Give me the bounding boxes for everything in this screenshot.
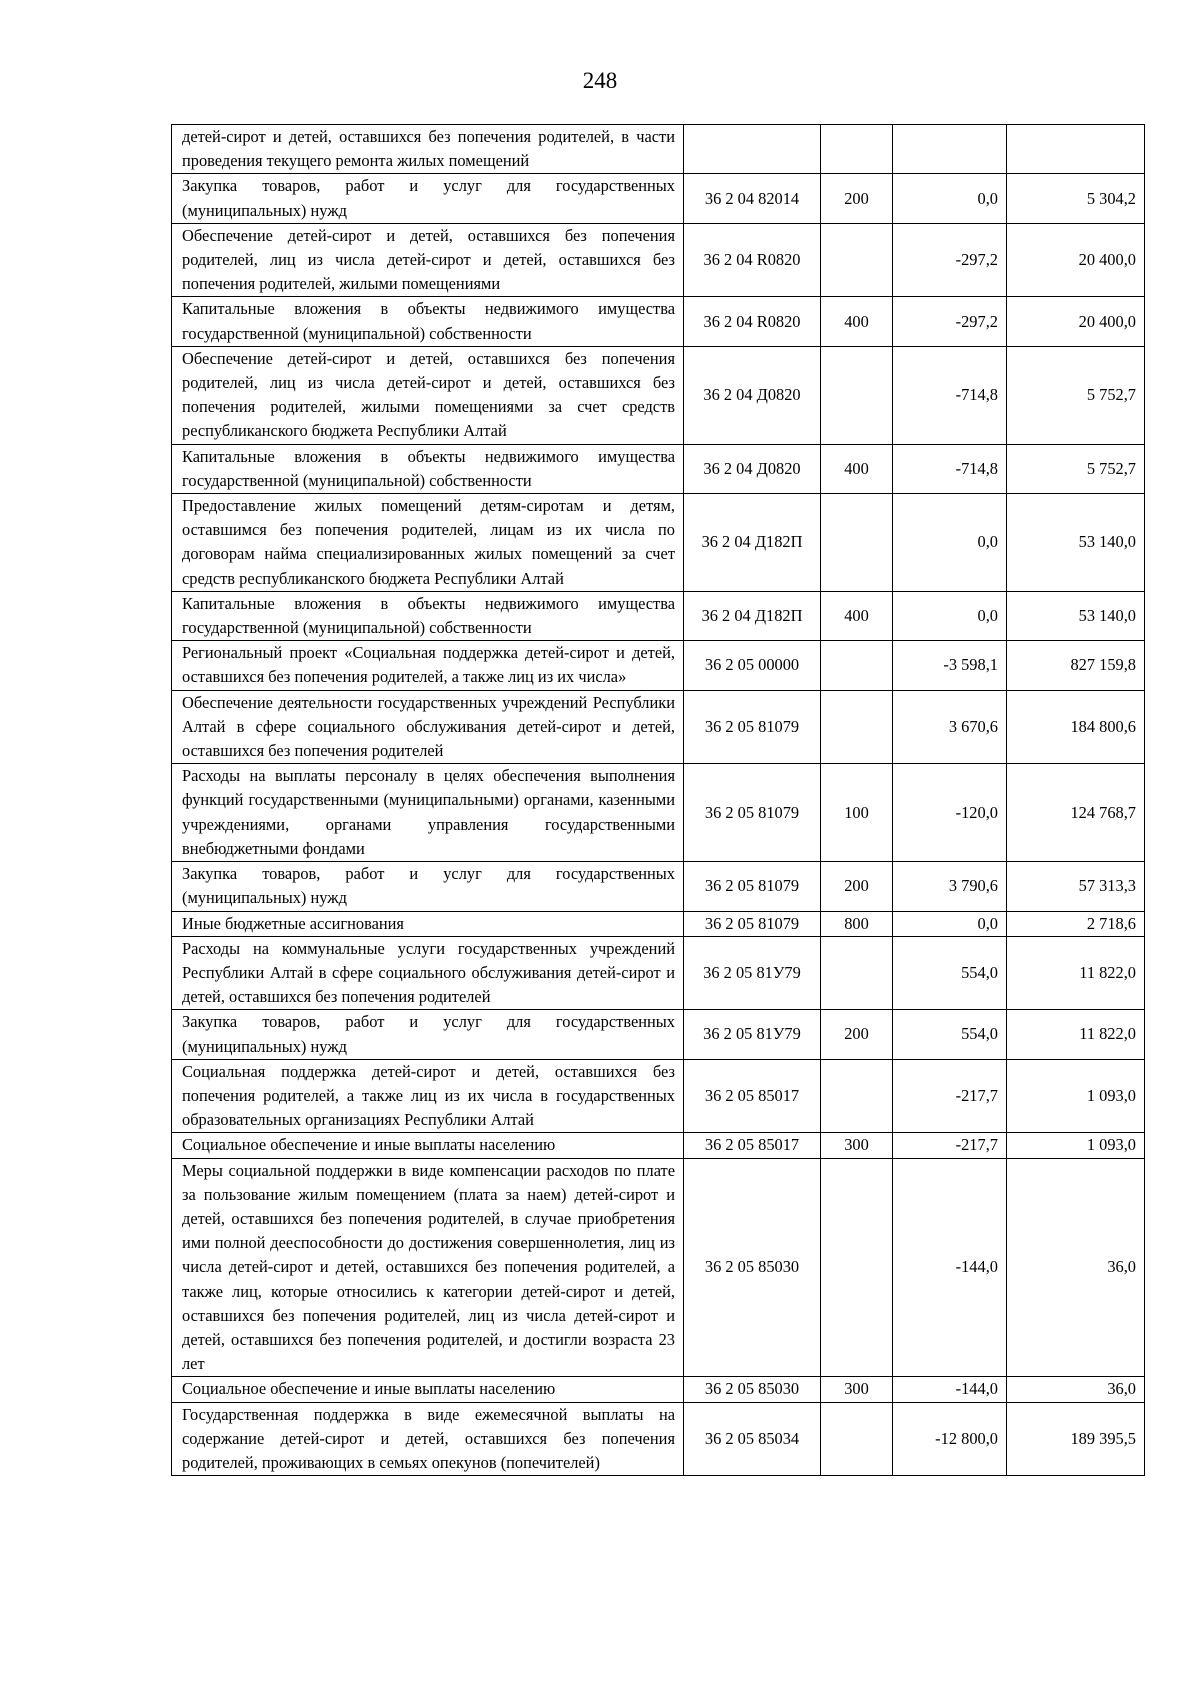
row-total-cell: 5 304,2	[1007, 174, 1145, 223]
row-total-cell: 20 400,0	[1007, 223, 1145, 297]
row-vr-cell: 300	[821, 1377, 893, 1402]
row-total-cell: 11 822,0	[1007, 936, 1145, 1010]
table-row	[172, 297, 1145, 346]
row-change-cell	[893, 125, 1007, 174]
table-row	[172, 346, 1145, 444]
row-total-cell: 189 395,5	[1007, 1402, 1145, 1476]
row-csr-cell: 36 2 05 85034	[684, 1402, 821, 1476]
row-total-cell: 827 159,8	[1007, 641, 1145, 690]
row-name-cell: Обеспечение детей-сирот и детей, оставшихся без попечения родителей, лиц из числа детей-сирот и детей, оставшихся без попечения родителей, жилыми помещениями за счет средств республиканского бюджета Республики Алтай	[172, 346, 684, 444]
table-row	[172, 1010, 1145, 1059]
row-change-cell: -3 598,1	[893, 641, 1007, 690]
row-name-cell: Социальное обеспечение и иные выплаты населению	[172, 1377, 684, 1402]
row-vr-cell: 200	[821, 1010, 893, 1059]
row-csr-cell: 36 2 04 82014	[684, 174, 821, 223]
row-total-cell: 36,0	[1007, 1158, 1145, 1377]
row-vr-cell: 200	[821, 862, 893, 911]
row-change-cell: -144,0	[893, 1377, 1007, 1402]
row-csr-cell: 36 2 05 85030	[684, 1158, 821, 1377]
row-total-cell: 20 400,0	[1007, 297, 1145, 346]
row-csr-cell: 36 2 05 81079	[684, 690, 821, 764]
row-name-cell: Закупка товаров, работ и услуг для государственных (муниципальных) нужд	[172, 1010, 684, 1059]
row-total-cell: 57 313,3	[1007, 862, 1145, 911]
row-name-cell: Капитальные вложения в объекты недвижимого имущества государственной (муниципальной) собственности	[172, 444, 684, 493]
row-change-cell: 0,0	[893, 911, 1007, 936]
row-change-cell: 554,0	[893, 1010, 1007, 1059]
row-vr-cell: 300	[821, 1133, 893, 1158]
table-row	[172, 1158, 1145, 1377]
table-row	[172, 641, 1145, 690]
table-row	[172, 862, 1145, 911]
row-csr-cell: 36 2 04 Д0820	[684, 444, 821, 493]
row-total-cell: 184 800,6	[1007, 690, 1145, 764]
row-total-cell: 53 140,0	[1007, 591, 1145, 640]
row-change-cell: -12 800,0	[893, 1402, 1007, 1476]
row-name-cell: Социальное обеспечение и иные выплаты населению	[172, 1133, 684, 1158]
table-row	[172, 223, 1145, 297]
row-change-cell: -297,2	[893, 297, 1007, 346]
row-vr-cell	[821, 223, 893, 297]
row-vr-cell: 400	[821, 591, 893, 640]
row-csr-cell: 36 2 04 Д0820	[684, 346, 821, 444]
row-csr-cell: 36 2 05 85017	[684, 1133, 821, 1158]
row-vr-cell: 400	[821, 297, 893, 346]
row-vr-cell: 800	[821, 911, 893, 936]
table-row	[172, 1377, 1145, 1402]
row-change-cell: 3 670,6	[893, 690, 1007, 764]
row-change-cell: 0,0	[893, 494, 1007, 592]
row-change-cell: 0,0	[893, 591, 1007, 640]
table-row	[172, 591, 1145, 640]
row-total-cell: 1 093,0	[1007, 1059, 1145, 1133]
row-vr-cell	[821, 494, 893, 592]
row-csr-cell: 36 2 05 85017	[684, 1059, 821, 1133]
row-total-cell: 5 752,7	[1007, 346, 1145, 444]
table-row	[172, 494, 1145, 592]
table-row	[172, 1402, 1145, 1476]
row-vr-cell	[821, 936, 893, 1010]
budget-table-body	[172, 125, 1145, 1476]
row-name-cell: Меры социальной поддержки в виде компенсации расходов по плате за пользование жилым помещением (плата за наем) детей-сирот и детей, оставшихся без попечения родителей, в случае приобретения ими полной дееспособности до достижения совершеннолетия, лиц из числа детей-сирот и детей, оставшихся без попечения родителей, а также лиц, которые относились к категории детей-сирот и детей, оставшихся без попечения родителей, лиц из числа детей-сирот и детей, оставшихся без попечения родителей, и достигли возраста 23 лет	[172, 1158, 684, 1377]
row-total-cell: 124 768,7	[1007, 764, 1145, 862]
row-vr-cell	[821, 1158, 893, 1377]
row-name-cell: Государственная поддержка в виде ежемесячной выплаты на содержание детей-сирот и детей, оставшихся без попечения родителей, проживающих в семьях опекунов (попечителей)	[172, 1402, 684, 1476]
table-row	[172, 444, 1145, 493]
table-row	[172, 1059, 1145, 1133]
row-name-cell: Иные бюджетные ассигнования	[172, 911, 684, 936]
row-total-cell: 2 718,6	[1007, 911, 1145, 936]
row-change-cell: -714,8	[893, 444, 1007, 493]
row-csr-cell: 36 2 05 85030	[684, 1377, 821, 1402]
row-name-cell: Обеспечение деятельности государственных учреждений Республики Алтай в сфере социального обслуживания детей-сирот и детей, оставшихся без попечения родителей	[172, 690, 684, 764]
row-vr-cell	[821, 690, 893, 764]
row-vr-cell: 100	[821, 764, 893, 862]
table-row	[172, 1133, 1145, 1158]
row-name-cell: Расходы на выплаты персоналу в целях обеспечения выполнения функций государственными (муниципальными) органами, казенными учреждениями, органами управления государственными внебюджетными фондами	[172, 764, 684, 862]
row-total-cell: 36,0	[1007, 1377, 1145, 1402]
row-name-cell: Капитальные вложения в объекты недвижимого имущества государственной (муниципальной) собственности	[172, 297, 684, 346]
row-name-cell: Расходы на коммунальные услуги государственных учреждений Республики Алтай в сфере социального обслуживания детей-сирот и детей, оставшихся без попечения родителей	[172, 936, 684, 1010]
row-csr-cell: 36 2 04 Д182П	[684, 591, 821, 640]
row-change-cell: -120,0	[893, 764, 1007, 862]
row-change-cell: -217,7	[893, 1059, 1007, 1133]
row-total-cell	[1007, 125, 1145, 174]
row-vr-cell	[821, 346, 893, 444]
row-name-cell: детей-сирот и детей, оставшихся без попечения родителей, в части проведения текущего ремонта жилых помещений	[172, 125, 684, 174]
row-csr-cell: 36 2 05 81079	[684, 911, 821, 936]
row-name-cell: Капитальные вложения в объекты недвижимого имущества государственной (муниципальной) собственности	[172, 591, 684, 640]
table-row	[172, 936, 1145, 1010]
row-csr-cell: 36 2 05 81У79	[684, 936, 821, 1010]
row-change-cell: -297,2	[893, 223, 1007, 297]
row-csr-cell: 36 2 04 R0820	[684, 297, 821, 346]
row-vr-cell	[821, 1402, 893, 1476]
row-vr-cell	[821, 641, 893, 690]
row-name-cell: Социальная поддержка детей-сирот и детей, оставшихся без попечения родителей, а также лиц из их числа в государственных образовательных организациях Республики Алтай	[172, 1059, 684, 1133]
row-change-cell: 554,0	[893, 936, 1007, 1010]
row-csr-cell	[684, 125, 821, 174]
row-change-cell: -714,8	[893, 346, 1007, 444]
row-name-cell: Закупка товаров, работ и услуг для государственных (муниципальных) нужд	[172, 174, 684, 223]
row-name-cell: Региональный проект «Социальная поддержка детей-сирот и детей, оставшихся без попечения родителей, а также лиц из их числа»	[172, 641, 684, 690]
row-csr-cell: 36 2 04 Д182П	[684, 494, 821, 592]
page-number: 248	[582, 68, 618, 93]
row-name-cell: Обеспечение детей-сирот и детей, оставшихся без попечения родителей, лиц из числа детей-сирот и детей, оставшихся без попечения родителей, жилыми помещениями	[172, 223, 684, 297]
row-total-cell: 5 752,7	[1007, 444, 1145, 493]
table-row	[172, 911, 1145, 936]
row-change-cell: -144,0	[893, 1158, 1007, 1377]
row-csr-cell: 36 2 05 00000	[684, 641, 821, 690]
row-name-cell: Закупка товаров, работ и услуг для государственных (муниципальных) нужд	[172, 862, 684, 911]
row-name-cell: Предоставление жилых помещений детям-сиротам и детям, оставшимся без попечения родителей, лицам из их числа по договорам найма специализированных жилых помещений за счет средств республиканского бюджета Республики Алтай	[172, 494, 684, 592]
table-row	[172, 764, 1145, 862]
row-change-cell: 3 790,6	[893, 862, 1007, 911]
row-csr-cell: 36 2 04 R0820	[684, 223, 821, 297]
row-csr-cell: 36 2 05 81У79	[684, 1010, 821, 1059]
row-total-cell: 11 822,0	[1007, 1010, 1145, 1059]
row-change-cell: 0,0	[893, 174, 1007, 223]
row-vr-cell: 200	[821, 174, 893, 223]
table-row	[172, 174, 1145, 223]
row-change-cell: -217,7	[893, 1133, 1007, 1158]
budget-table	[171, 124, 1145, 1476]
row-total-cell: 1 093,0	[1007, 1133, 1145, 1158]
row-total-cell: 53 140,0	[1007, 494, 1145, 592]
row-csr-cell: 36 2 05 81079	[684, 862, 821, 911]
row-vr-cell	[821, 1059, 893, 1133]
table-row	[172, 125, 1145, 174]
table-row	[172, 690, 1145, 764]
row-csr-cell: 36 2 05 81079	[684, 764, 821, 862]
row-vr-cell	[821, 125, 893, 174]
row-vr-cell: 400	[821, 444, 893, 493]
